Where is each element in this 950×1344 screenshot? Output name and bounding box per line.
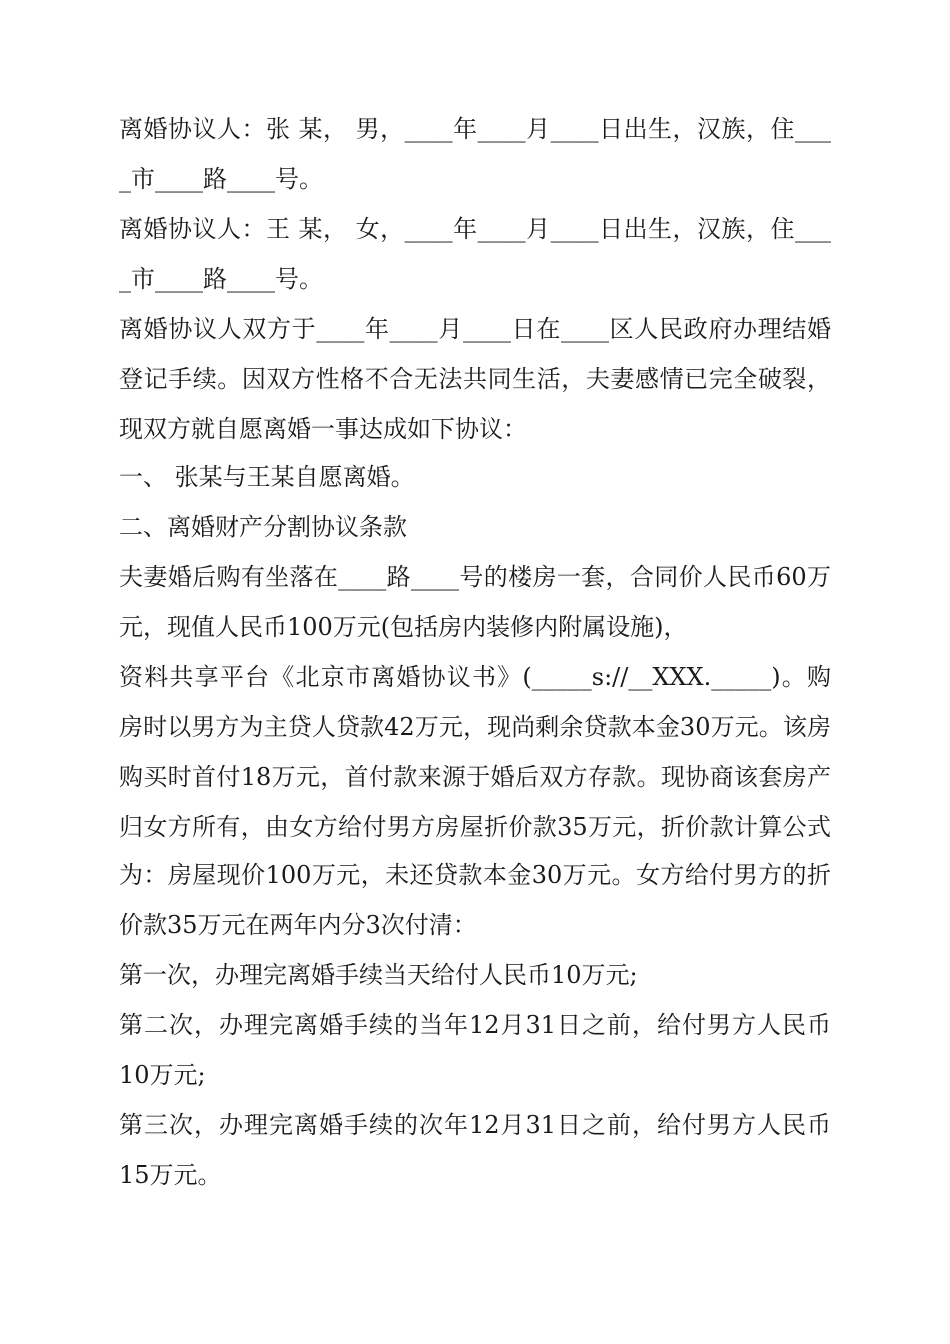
property-paragraph-line-2: 元，现值人民币100万元(包括房内装修内附属设施)，	[119, 613, 688, 641]
marriage-paragraph-line-2: 登记手续。因双方性格不合无法共同生活，夫妻感情已完全破裂，	[119, 365, 831, 393]
loan-paragraph-line-1: 资料共享平台《北京市离婚协议书》(_____s://__XXX._____)。购	[119, 663, 831, 691]
payment-3-line-2: 15万元。	[119, 1161, 222, 1189]
party-1-line-1: 离婚协议人：张 某， 男，____年____月____日出生，汉族，住___	[119, 115, 831, 143]
marriage-paragraph-line-3: 现双方就自愿离婚一事达成如下协议：	[119, 415, 527, 443]
payment-2-line-2: 10万元;	[119, 1061, 206, 1089]
payment-2-line-1: 第二次，办理完离婚手续的当年12月31日之前，给付男方人民币	[119, 1011, 831, 1039]
clause-2-heading: 二、离婚财产分割协议条款	[119, 513, 407, 541]
loan-paragraph-line-4: 归女方所有，由女方给付男方房屋折价款35万元，折价款计算公式	[119, 813, 831, 841]
party-2-line-1: 离婚协议人：王 某， 女，____年____月____日出生，汉族，住___	[119, 215, 831, 243]
loan-paragraph-line-5: 为：房屋现价100万元，未还贷款本金30万元。女方给付男方的折	[119, 861, 831, 889]
loan-paragraph-line-2: 房时以男方为主贷人贷款42万元，现尚剩余贷款本金30万元。该房	[119, 713, 831, 741]
clause-1: 一、 张某与王某自愿离婚。	[119, 463, 415, 491]
party-2-line-2: _市____路____号。	[119, 265, 323, 293]
marriage-paragraph-line-1: 离婚协议人双方于____年____月____日在____区人民政府办理结婚	[119, 315, 831, 343]
party-1-line-2: _市____路____号。	[119, 165, 323, 193]
loan-paragraph-line-3: 购买时首付18万元，首付款来源于婚后双方存款。现协商该套房产	[119, 763, 831, 791]
loan-paragraph-line-6: 价款35万元在两年内分3次付清：	[119, 911, 477, 939]
payment-1: 第一次，办理完离婚手续当天给付人民币10万元;	[119, 961, 638, 989]
payment-3-line-1: 第三次，办理完离婚手续的次年12月31日之前，给付男方人民币	[119, 1111, 831, 1139]
property-paragraph-line-1: 夫妻婚后购有坐落在____路____号的楼房一套，合同价人民币60万	[119, 563, 831, 591]
